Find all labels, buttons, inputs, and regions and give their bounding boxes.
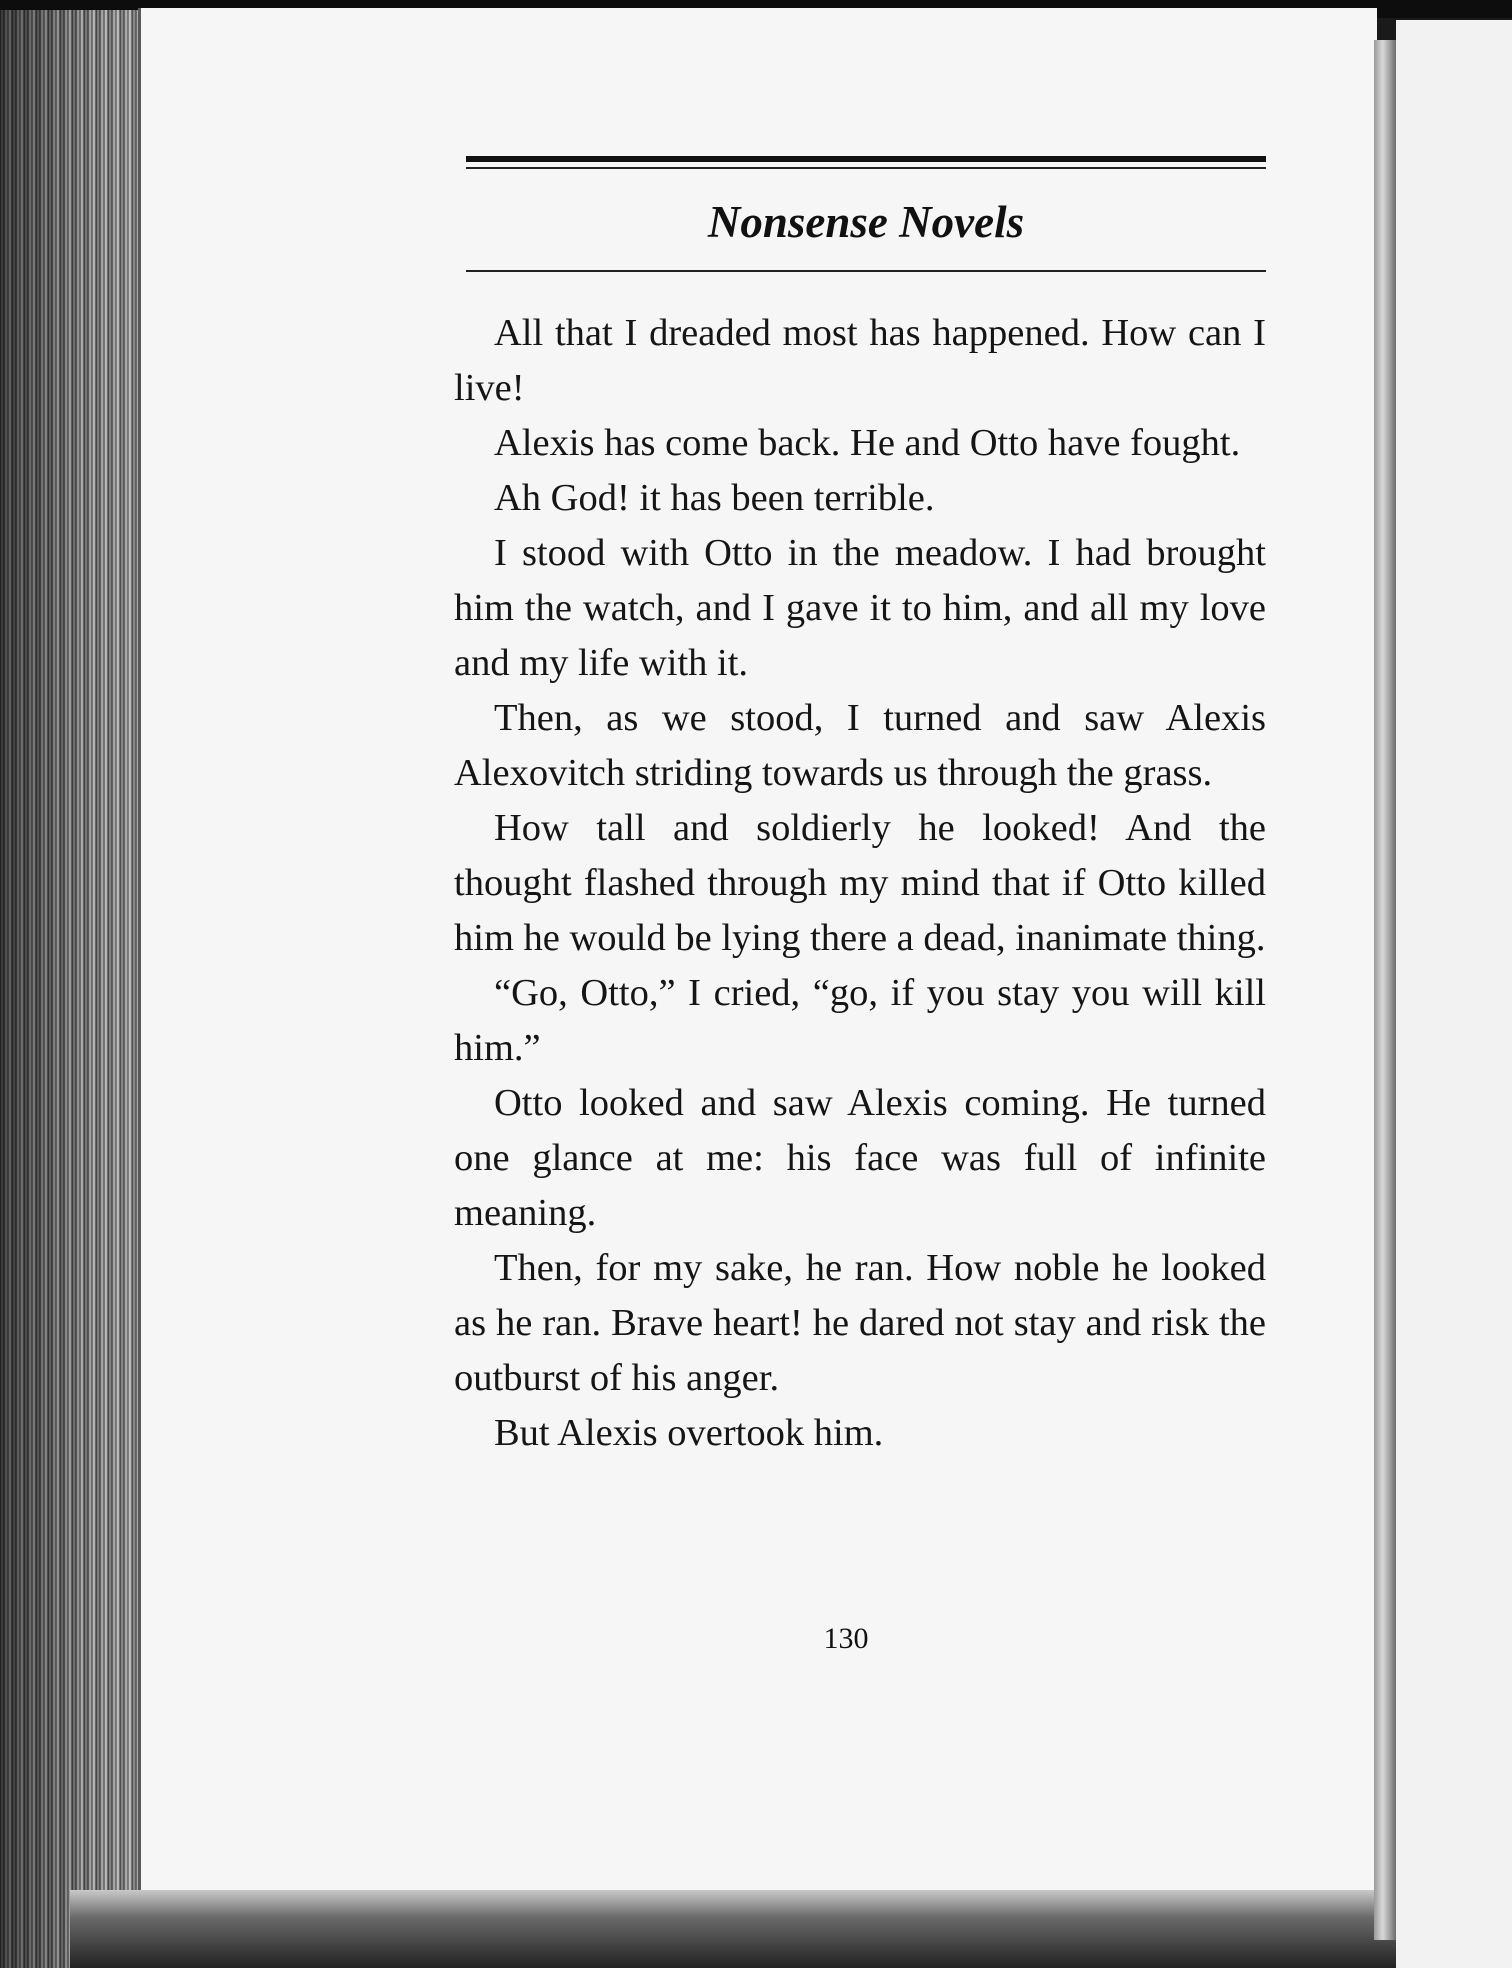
page-number: 130 xyxy=(823,1622,869,1655)
running-head-rule xyxy=(466,270,1266,272)
header-rule-thick xyxy=(466,156,1266,162)
header-rule-thin xyxy=(466,167,1266,169)
body-text xyxy=(454,306,1266,1461)
paragraph: But Alexis overtook him. xyxy=(494,1412,884,1454)
paragraph: Ah God! it has been terrible. xyxy=(494,477,935,519)
paragraph: Otto looked and saw Alexis coming. He turned one glance at me: his face was full of infinite meaning. xyxy=(454,1082,1266,1234)
paragraph: All that I dreaded most has happened. How can I live! xyxy=(454,312,1266,409)
running-head: Nonsense Novels xyxy=(707,197,1025,247)
paragraph: Then, for my sake, he ran. How noble he looked as he ran. Brave heart! he dared not stay and risk the outburst of his anger. xyxy=(454,1247,1266,1399)
paragraph: I stood with Otto in the meadow. I had brought him the watch, and I gave it to him, and all my love and my life with it. xyxy=(454,532,1266,684)
page-edges-shadow xyxy=(0,10,150,1968)
paragraph: How tall and soldierly he looked! And the thought flashed through my mind that if Otto killed him he would be lying there a dead, inanimate thing. xyxy=(454,807,1266,959)
paragraph: Alexis has come back. He and Otto have fought. xyxy=(494,422,1241,464)
book-bottom-edge xyxy=(70,1890,1470,1968)
paragraph: Then, as we stood, I turned and saw Alexis Alexovitch striding towards us through the grass. xyxy=(454,697,1266,794)
paragraph: “Go, Otto,” I cried, “go, if you stay you will kill him.” xyxy=(454,972,1266,1069)
facing-page xyxy=(1396,20,1512,1968)
book-spine xyxy=(1374,40,1396,1940)
